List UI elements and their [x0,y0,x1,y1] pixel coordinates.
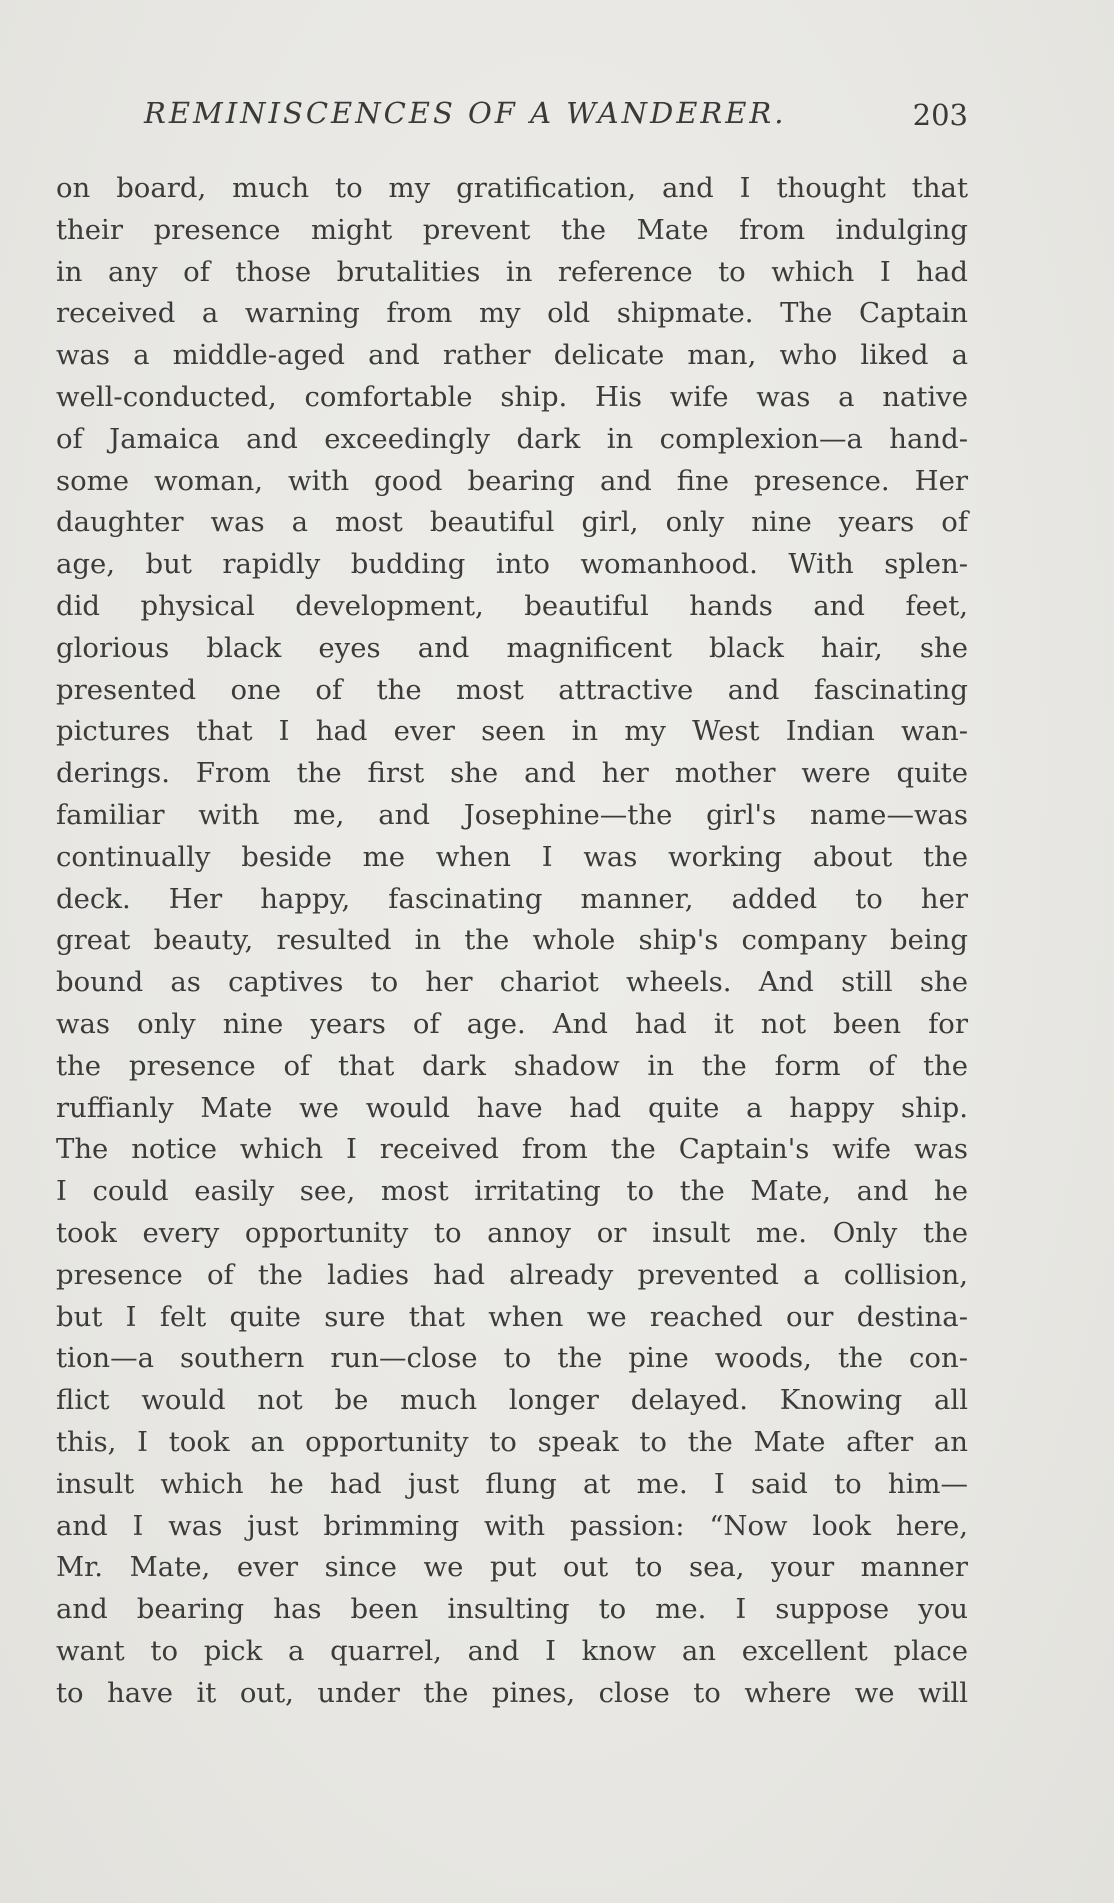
text-line: insult which he had just flung at me. I said to him— [56,1467,968,1500]
text-line: of Jamaica and exceedingly dark in complexion—a hand- [56,422,968,455]
text-line: was only nine years of age. And had it not been for [56,1007,968,1040]
page-header [56,96,968,136]
text-line: Mr. Mate, ever since we put out to sea, your manner [56,1551,968,1584]
text-line: did physical development, beautiful hands and feet, [56,589,968,622]
text-line: this, I took an opportunity to speak to the Mate after an [56,1425,968,1458]
text-line: some woman, with good bearing and fine presence. Her [56,464,968,497]
text-line: pictures that I had ever seen in my West Indian wan- [56,715,968,748]
text-line: took every opportunity to annoy or insult me. Only the [56,1216,968,1249]
running-title: REMINISCENCES OF A WANDERER. [144,96,787,130]
text-line: flict would not be much longer delayed. Knowing all [56,1384,968,1417]
text-line: deck. Her happy, fascinating manner, added to her [56,882,968,915]
text-line: continually beside me when I was working about the [56,840,968,873]
text-line: familiar with me, and Josephine—the girl's name—was [56,798,968,831]
text-line: ruffianly Mate we would have had quite a happy ship. [56,1091,968,1124]
text-line: The notice which I received from the Captain's wife was [56,1133,968,1166]
text-line: want to pick a quarrel, and I know an excellent place [56,1634,968,1667]
text-line: I could easily see, most irritating to the Mate, and he [56,1175,968,1208]
text-line: glorious black eyes and magnificent black hair, she [56,631,968,664]
text-line: on board, much to my gratification, and I thought that [56,172,968,204]
body-text [56,168,968,1714]
text-line: great beauty, resulted in the whole ship's company being [56,924,968,957]
text-line: but I felt quite sure that when we reached our destina- [56,1300,968,1333]
text-line: tion—a southern run—close to the pine woods, the con- [56,1342,968,1375]
text-line: presented one of the most attractive and fascinating [56,673,968,706]
text-line: was a middle-aged and rather delicate man, who liked a [56,339,968,372]
text-line: derings. From the first she and her mother were quite [56,757,968,790]
text-line: their presence might prevent the Mate from indulging [56,213,968,246]
text-line: bound as captives to her chariot wheels. And still she [56,966,968,999]
text-line: presence of the ladies had already prevented a collision, [56,1258,968,1291]
text-line: the presence of that dark shadow in the form of the [56,1049,968,1082]
text-line: daughter was a most beautiful girl, only nine years of [56,506,968,539]
text-line: to have it out, under the pines, close to where we will [56,1676,968,1709]
text-line: age, but rapidly budding into womanhood. With splen- [56,548,968,581]
text-line: and bearing has been insulting to me. I suppose you [56,1593,968,1626]
text-line: well-conducted, comfortable ship. His wife was a native [56,380,968,413]
text-line: in any of those brutalities in reference to which I had [56,255,968,288]
text-line: and I was just brimming with passion: “Now look here, [56,1509,968,1542]
text-line: received a warning from my old shipmate. The Captain [56,297,968,330]
page-number: 203 [912,98,968,132]
